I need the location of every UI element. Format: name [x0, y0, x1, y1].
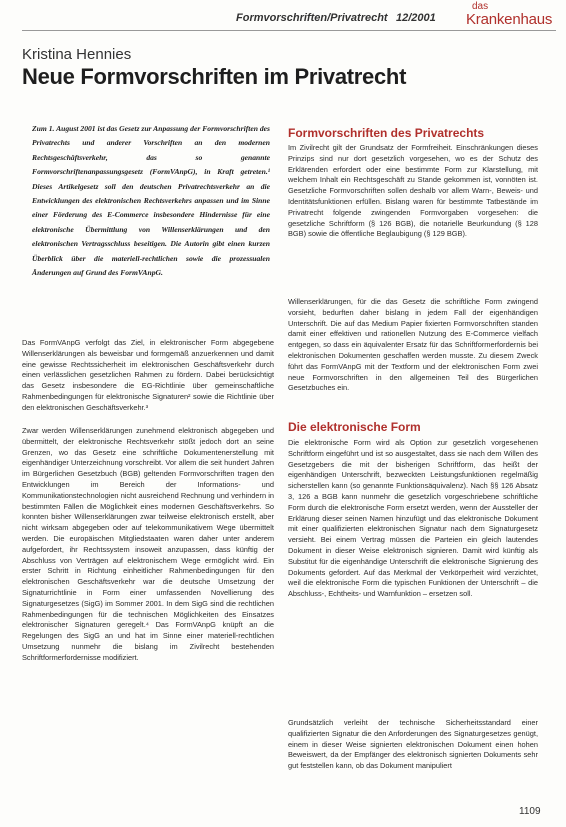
magazine-logo — [466, 2, 556, 27]
logo-name: Krankenhaus — [466, 11, 553, 28]
body-paragraph: Zwar werden Willenserklärungen zunehmend elektronisch abgegeben und übermittelt, der elektronische Rechtsverkehr stößt jedoch dort an seine Grenzen, wo das Gesetz eine schriftliche Dokumentenerstellung mit eigenhändiger Unterzeichnung vorschreibt. Vor allem die seit hundert Jahren im Bürgerlichen Gesetzbuch (BGB) geltenden Formvorschriften tragen den Entwicklungen im Bereich der Informations- und Kommunikationstechnologien nicht ausreichend Rechnung und verhindern in bestimmten Fällen die Möglichkeit eines modernen Geschäftsverkehrs. So konnten bisher Willenserklärungen zwar teilweise elektronisch erstellt, aber nicht wirksam abgegeben oder auf telekommunikativem Wege übermittelt werden. Die europäischen Mitgliedstaaten waren daher unter anderem aufgefordert, ihr Rechtssystem insoweit anzupassen, dass künftig der Abschluss von Verträgen auf elektronischem Wege ermöglicht wird. Ein erster Schritt in Richtung einheitlicher Rahmenbedingungen für den elektronischen Geschäftsverkehr war die deutsche Umsetzung der Signaturrichtlinie in Form einer umfassenden Novellierung des Signaturgesetzes (SigG) im Sommer 2001. In dem SigG sind die rechtlichen Rahmenbedingungen für die technischen Möglichkeiten des Einsatzes elektronischer Signaturen geregelt.⁴ Das FormVAnpG knüpft an die Regelungen des SigG an und hat im Sinne einer materiell-rechtlichen Umsetzung nunmehr die bislang im Zivilrecht bestehenden Schriftformerfordernisse modifiziert. — [22, 426, 274, 662]
logo-prefix: das — [472, 1, 489, 12]
body-paragraph: Die elektronische Form wird als Option zur gesetzlich vorgesehenen Schriftform eingeführt und ist so ausgestaltet, dass sie nach dem Willen des Gesetzgebers die mit der bisherigen Schriftform, das heißt der eigenhändigen Unterschrift, bezweckten Leistungsfunktionen regelmäßig sicherstellen kann (so genannte Funktionsäquivalenz). Nach §§ 126 Absatz 3, 126 a BGB kann nunmehr die gesetzlich vorgeschriebene schriftliche Form durch die elektronische Form ersetzt werden, wenn der Aussteller der Erklärung dieser seinen Namen hinzufügt und das elektronische Dokument mit einer qualifizierten elektronischen Signatur nach dem Signaturgesetz versieht. Bei einem Vertrag müssen die Parteien ein gleich lautendes Dokument in dieser Weise elektronisch signieren. Damit wird künftig als Substitut für die eigenhändige Unterschrift die elektronische Signierung des Dokuments gefordert. Auf das Merkmal der Verkörperheit wird verzichtet, weil die elektronische Form die typischen Funktionen der Unterschrift – die Abschluss-, Echtheits- und Warnfunktion – ersetzen soll. — [288, 438, 538, 599]
body-paragraph: Das FormVAnpG verfolgt das Ziel, in elektronischer Form abgegebene Willenserklärungen als beweisbar und formgemäß anzuerkennen und damit eine gewisse Rechtssicherheit im elektronischen Geschäftsverkehr durch einen verlässlichen gesetzlichen Rahmen zu fördern. Dabei berücksichtigt das Gesetz insbesondere die EG-Richtlinie über gemeinschaftliche Rahmenbedingungen für elektronische Signaturen² sowie die Richtlinie über den elektronischen Geschäftsverkehr.³ — [22, 338, 274, 412]
section-heading: Die elektronische Form — [288, 420, 421, 434]
body-paragraph: Grundsätzlich verleiht der technische Sicherheitsstandard einer qualifizierten Signatur die den Anforderungen des Signaturgesetzes genügt, einem in dieser Weise signierten elektronischen Dokument einen hohen Beweiswert, da der Empfänger des elektronisch signierten Dokuments sehr gut feststellen kann, ob das Dokument manipuliert — [288, 718, 538, 771]
article-title: Neue Formvorschriften im Privatrecht — [22, 64, 407, 89]
running-head: Formvorschriften/Privatrecht — [236, 12, 388, 24]
body-paragraph: Willenserklärungen, für die das Gesetz die schriftliche Form zwingend vorsieht, bedurften daher bislang in jedem Fall der eigenhändigen Unterschrift. Die auf das Medium Papier fixierten Formvorschriften standen damit einer effektiven und rationellen Nutzung des E-Commerce vielfach entgegen, so dass ein äquivalenter Ersatz für das Schriftformerfordernis bei elektronischen Dokumenten geschaffen werden musste. Zu diesem Zweck führt das FormVAnpG mit der Textform und der elektronischen Form zwei neue Formvorschriften in den allgemeinen Teil des Bürgerlichen Gesetzbuches ein. — [288, 297, 538, 393]
body-paragraph: Im Zivilrecht gilt der Grundsatz der Formfreiheit. Einschränkungen dieses Prinzips sind nur dort gesetzlich vorgesehen, wo es der Schutz des Erklärenden erfordert oder eine bestimmte Form zur Klarstellung, mit welchem Inhalt ein Rechtsgeschäft zu Stande gekommen ist, vonnöten ist. Gesetzliche Formvorschriften sollen deshalb vor allem Warn-, Beweis- und Identitätsfunktionen erfüllen. Bislang waren für bestimmte Tatbestände im Privatrecht folgende zwingenden Formvorgaben vorgesehen: die gesetzliche Schriftform (§ 126 BGB), die notarielle Beurkundung (§ 128 BGB) sowie die öffentliche Beglaubigung (§ 129 BGB). — [288, 143, 538, 239]
page-number: 1109 — [519, 806, 541, 817]
lead-paragraph: Zum 1. August 2001 ist das Gesetz zur Anpassung der Formvorschriften des Privatrechts und anderer Vorschriften an den modernen Rechtsgeschäftsverkehr, das so genannte Formvorschriftenanpassungsgesetz (FormVAnpG), in Kraft getreten.¹ Dieses Artikelgesetz soll den deutschen Privatrechtsverkehr an die Entwicklungen des elektronischen Rechtsverkehrs anpassen und im Sinne einer Förderung des E-Commerce insbesondere Hindernisse für eine elektronische Übermittlung von Willenserklärungen und den elektronischen Vertragsschluss beseitigen. Die Autorin gibt einen kurzen Überblick über die materiell-rechtlichen sowie die prozessualen Änderungen auf Grund des FormVAnpG. — [32, 124, 270, 278]
author-name: Kristina Hennies — [22, 46, 132, 63]
header-rule — [22, 30, 556, 31]
issue-number: 12/2001 — [396, 12, 436, 24]
section-heading: Formvorschriften des Privatrechts — [288, 126, 485, 140]
